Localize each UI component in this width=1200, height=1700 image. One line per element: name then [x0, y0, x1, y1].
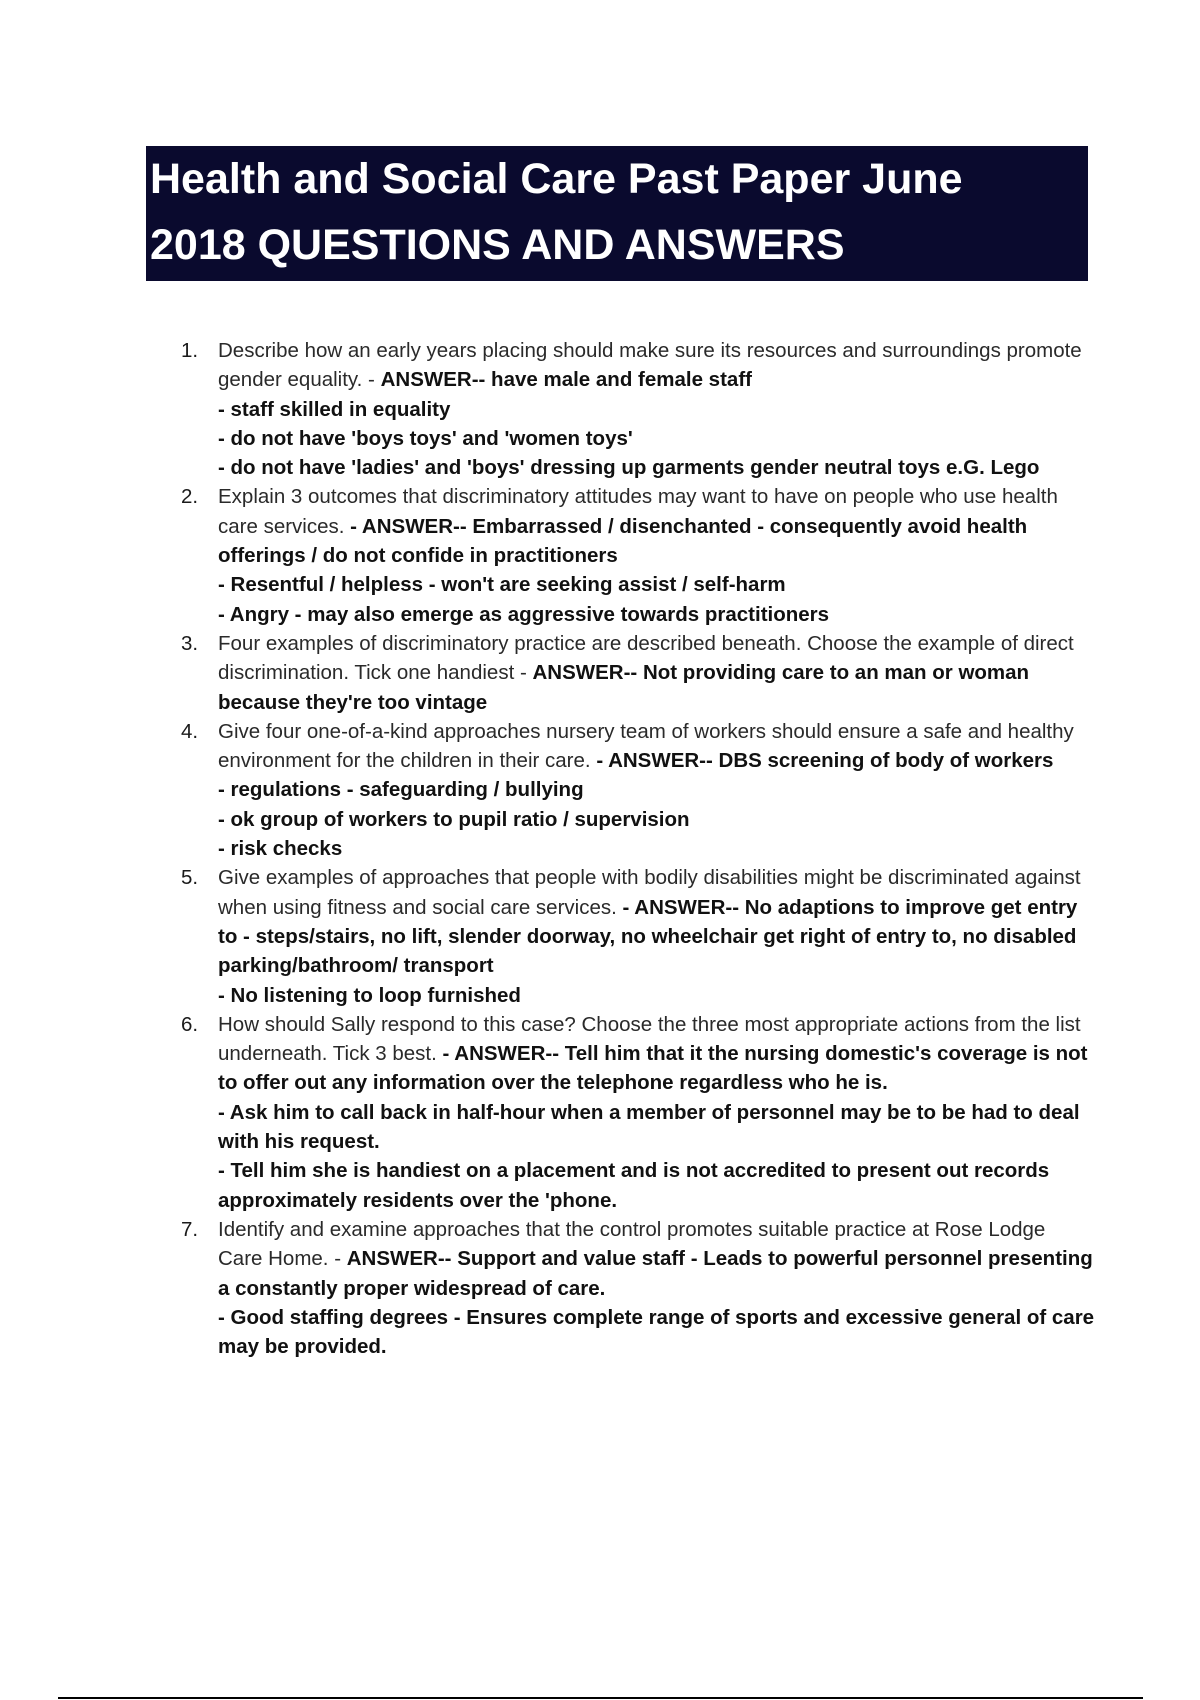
- qa-item-1: [175, 336, 1095, 482]
- qa-item-4: [175, 717, 1095, 863]
- qa-item-6: [175, 1010, 1095, 1215]
- question-number: 6.: [181, 1012, 199, 1036]
- answer-extra-line: - Tell him she is handiest on a placement and is not accredited to present out records approximately residents over the 'phone.: [218, 1159, 1050, 1212]
- question-text: Four examples of discriminatory practice are described beneath. Choose the example of direct discrimination. Tick one handiest -: [218, 631, 1074, 685]
- answer-extra-line: - ok group of workers to pupil ratio / supervision: [218, 807, 690, 831]
- question-answer-list: [175, 336, 1095, 1361]
- answer-extra-line: - Ask him to call back in half-hour when a member of personnel may be to be had to deal with his request.: [218, 1100, 1080, 1154]
- footer-divider: [58, 1697, 1143, 1699]
- answer-text: ANSWER-- Not providing care to an man or woman because they're too vintage: [218, 661, 1030, 714]
- question-text: Give four one-of-a-kind approaches nursery team of workers should ensure a safe and healthy environment for the children in their care.: [218, 719, 1074, 773]
- qa-item-7: [175, 1215, 1095, 1361]
- answer-text: - ANSWER-- DBS screening of body of workers: [596, 749, 1054, 773]
- answer-extra-line: - staff skilled in equality: [218, 397, 451, 421]
- qa-item-5: [175, 863, 1095, 1009]
- answer-extra-line: - regulations - safeguarding / bullying: [218, 778, 584, 802]
- question-text: How should Sally respond to this case? Choose the three most appropriate actions from the list underneath. Tick 3 best.: [218, 1012, 1081, 1066]
- question-text: Explain 3 outcomes that discriminatory attitudes may want to have on people who use health care services.: [218, 485, 1058, 538]
- answer-text: - ANSWER-- No adaptions to improve get entry to - steps/stairs, no lift, slender doorway, no wheelchair get right of entry to, no disabled parking/bathroom/ transport: [218, 895, 1078, 978]
- question-text: Describe how an early years placing should make sure its resources and surroundings promote gender equality. -: [218, 339, 1082, 392]
- question-number: 3.: [181, 631, 199, 655]
- answer-extra-line: - do not have 'boys toys' and 'women toys': [218, 426, 633, 450]
- question-text: Identify and examine approaches that the control promotes suitable practice at Rose Lodge Care Home. -: [218, 1217, 1046, 1271]
- question-number: 4.: [181, 719, 199, 743]
- document-title-banner: [146, 146, 1088, 281]
- question-number: 1.: [181, 339, 199, 362]
- qa-item-2: [175, 482, 1095, 628]
- answer-text: ANSWER-- Support and value staff - Leads to powerful personnel presenting a constantly proper widespread of care.: [218, 1247, 1093, 1300]
- question-number: 2.: [181, 485, 199, 509]
- answer-extra-line: - risk checks: [218, 837, 343, 861]
- answer-extra-line: - do not have 'ladies' and 'boys' dressing up garments gender neutral toys e.G. Lego: [218, 456, 1040, 480]
- answer-text: - ANSWER-- Tell him that it the nursing domestic's coverage is not to offer out any information over the telephone regardless who he is.: [218, 1042, 1088, 1095]
- answer-extra-line: - Good staffing degrees - Ensures complete range of sports and excessive general of care may be provided.: [218, 1305, 1095, 1359]
- question-number: 5.: [181, 866, 199, 890]
- question-text: Give examples of approaches that people with bodily disabilities might be discriminated against when using fitness and social care services.: [218, 866, 1081, 919]
- answer-text: - ANSWER-- Embarrassed / disenchanted - consequently avoid health offerings / do not confide in practitioners: [218, 514, 1028, 568]
- document-title-line-1: Health and Social Care Past Paper June: [150, 155, 963, 203]
- answer-extra-line: - Angry - may also emerge as aggressive towards practitioners: [218, 602, 830, 626]
- document-title-line-2: 2018 QUESTIONS AND ANSWERS: [150, 221, 845, 269]
- answer-text: ANSWER-- have male and female staff: [380, 368, 752, 392]
- answer-extra-line: - Resentful / helpless - won't are seeking assist / self-harm: [218, 573, 786, 597]
- question-number: 7.: [181, 1217, 199, 1241]
- qa-item-3: [175, 629, 1095, 717]
- answer-extra-line: - No listening to loop furnished: [218, 983, 521, 1007]
